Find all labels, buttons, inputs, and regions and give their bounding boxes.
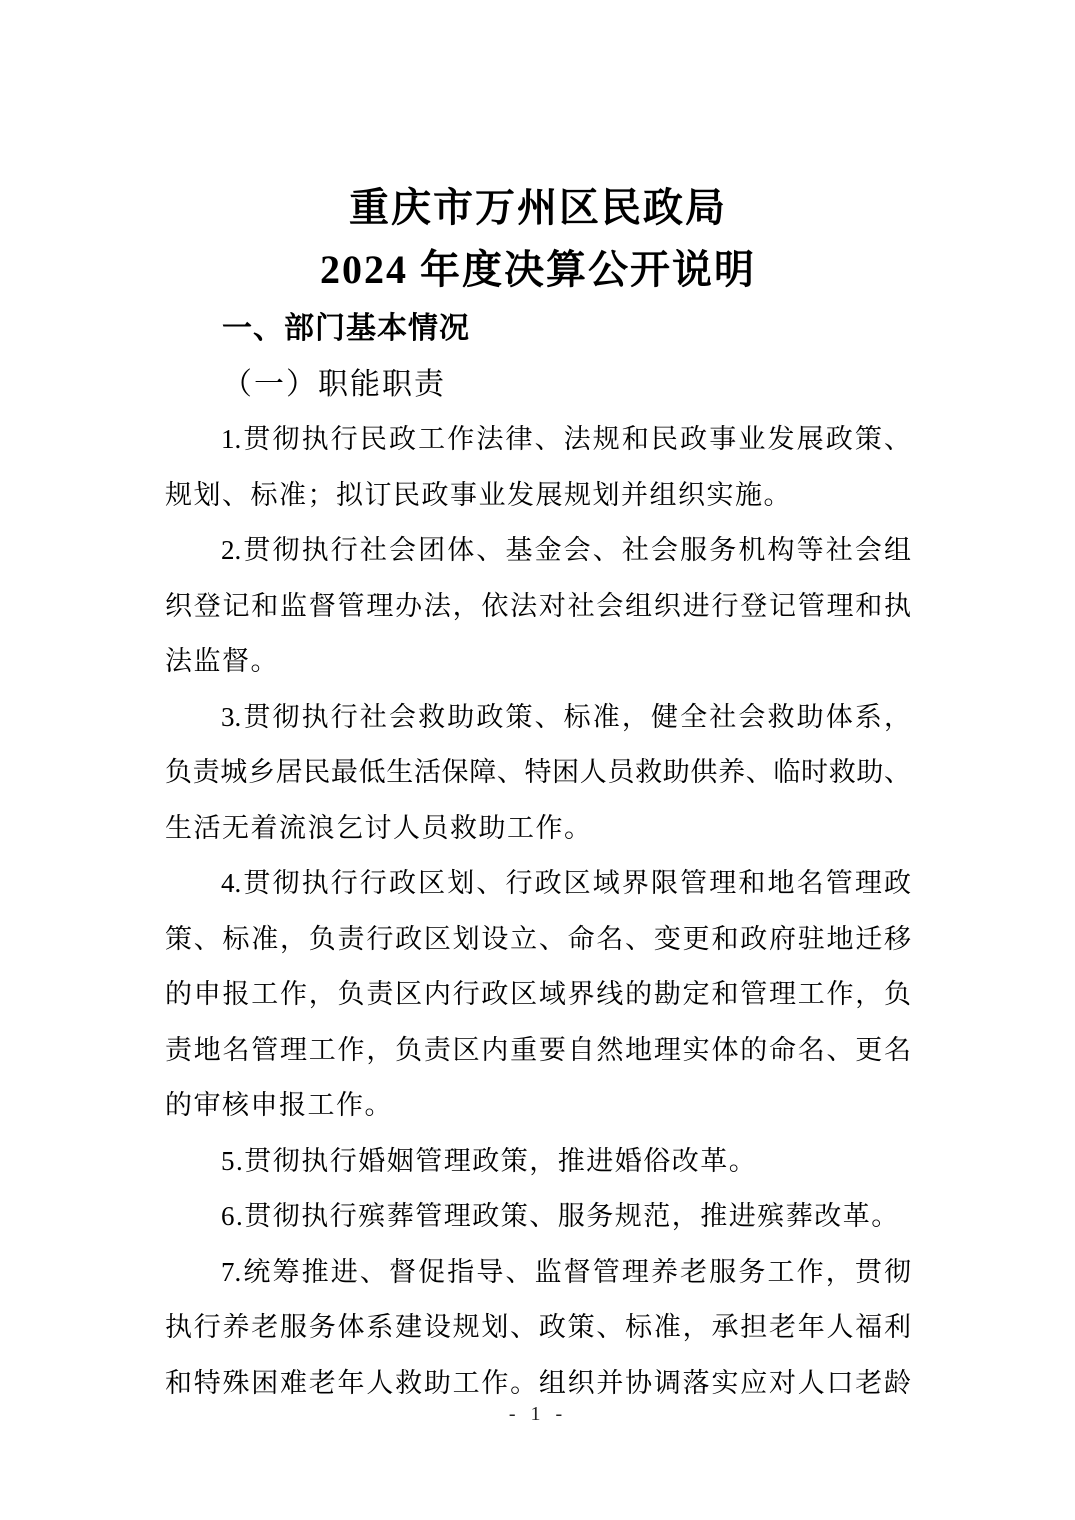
body-line: 执行养老服务体系建设规划、政策、标准，承担老年人福利 (165, 1312, 911, 1342)
body-line: 法监督。 (165, 646, 279, 676)
document-title (165, 177, 911, 301)
body-line: 织登记和监督管理办法，依法对社会组织进行登记管理和执 (165, 590, 911, 621)
subsection-heading: （一）职能职责 (222, 367, 446, 401)
body-line: 6.贯彻执行殡葬管理政策、服务规范，推进殡葬改革。 (221, 1201, 900, 1231)
body-line: 和特殊困难老年人救助工作。组织并协调落实应对人口老龄 (165, 1367, 911, 1398)
document-body (165, 412, 911, 1411)
body-line: 责地名管理工作，负责区内重要自然地理实体的命名、更名 (165, 1034, 911, 1065)
body-line: 2.贯彻执行社会团体、基金会、社会服务机构等社会组 (221, 535, 911, 565)
body-line: 策、标准，负责行政区划设立、命名、变更和政府驻地迁移 (165, 923, 911, 954)
body-line: 负责城乡居民最低生活保障、特困人员救助供养、临时救助、 (165, 757, 911, 787)
body-line: 3.贯彻执行社会救助政策、标准，健全社会救助体系， (221, 701, 911, 732)
title-line-1: 重庆市万州区民政局 (349, 185, 727, 230)
body-line: 的审核申报工作。 (165, 1090, 393, 1120)
title-line-2: 2024 年度决算公开说明 (320, 247, 756, 292)
page-number: - 1 - (508, 1403, 568, 1425)
body-line: 1.贯彻执行民政工作法律、法规和民政事业发展政策、 (221, 424, 911, 454)
body-line: 的申报工作，负责区内行政区域界线的勘定和管理工作，负 (165, 979, 911, 1009)
section-heading: 一、部门基本情况 (222, 312, 470, 345)
body-line: 规划、标准；拟订民政事业发展规划并组织实施。 (165, 479, 792, 510)
body-line: 生活无着流浪乞讨人员救助工作。 (165, 812, 593, 843)
body-line: 7.统筹推进、督促指导、监督管理养老服务工作，贯彻 (221, 1256, 911, 1287)
body-line: 5.贯彻执行婚姻管理政策，推进婚俗改革。 (221, 1145, 758, 1176)
body-line: 4.贯彻执行行政区划、行政区域界限管理和地名管理政 (221, 868, 911, 898)
document-content (165, 177, 911, 1411)
